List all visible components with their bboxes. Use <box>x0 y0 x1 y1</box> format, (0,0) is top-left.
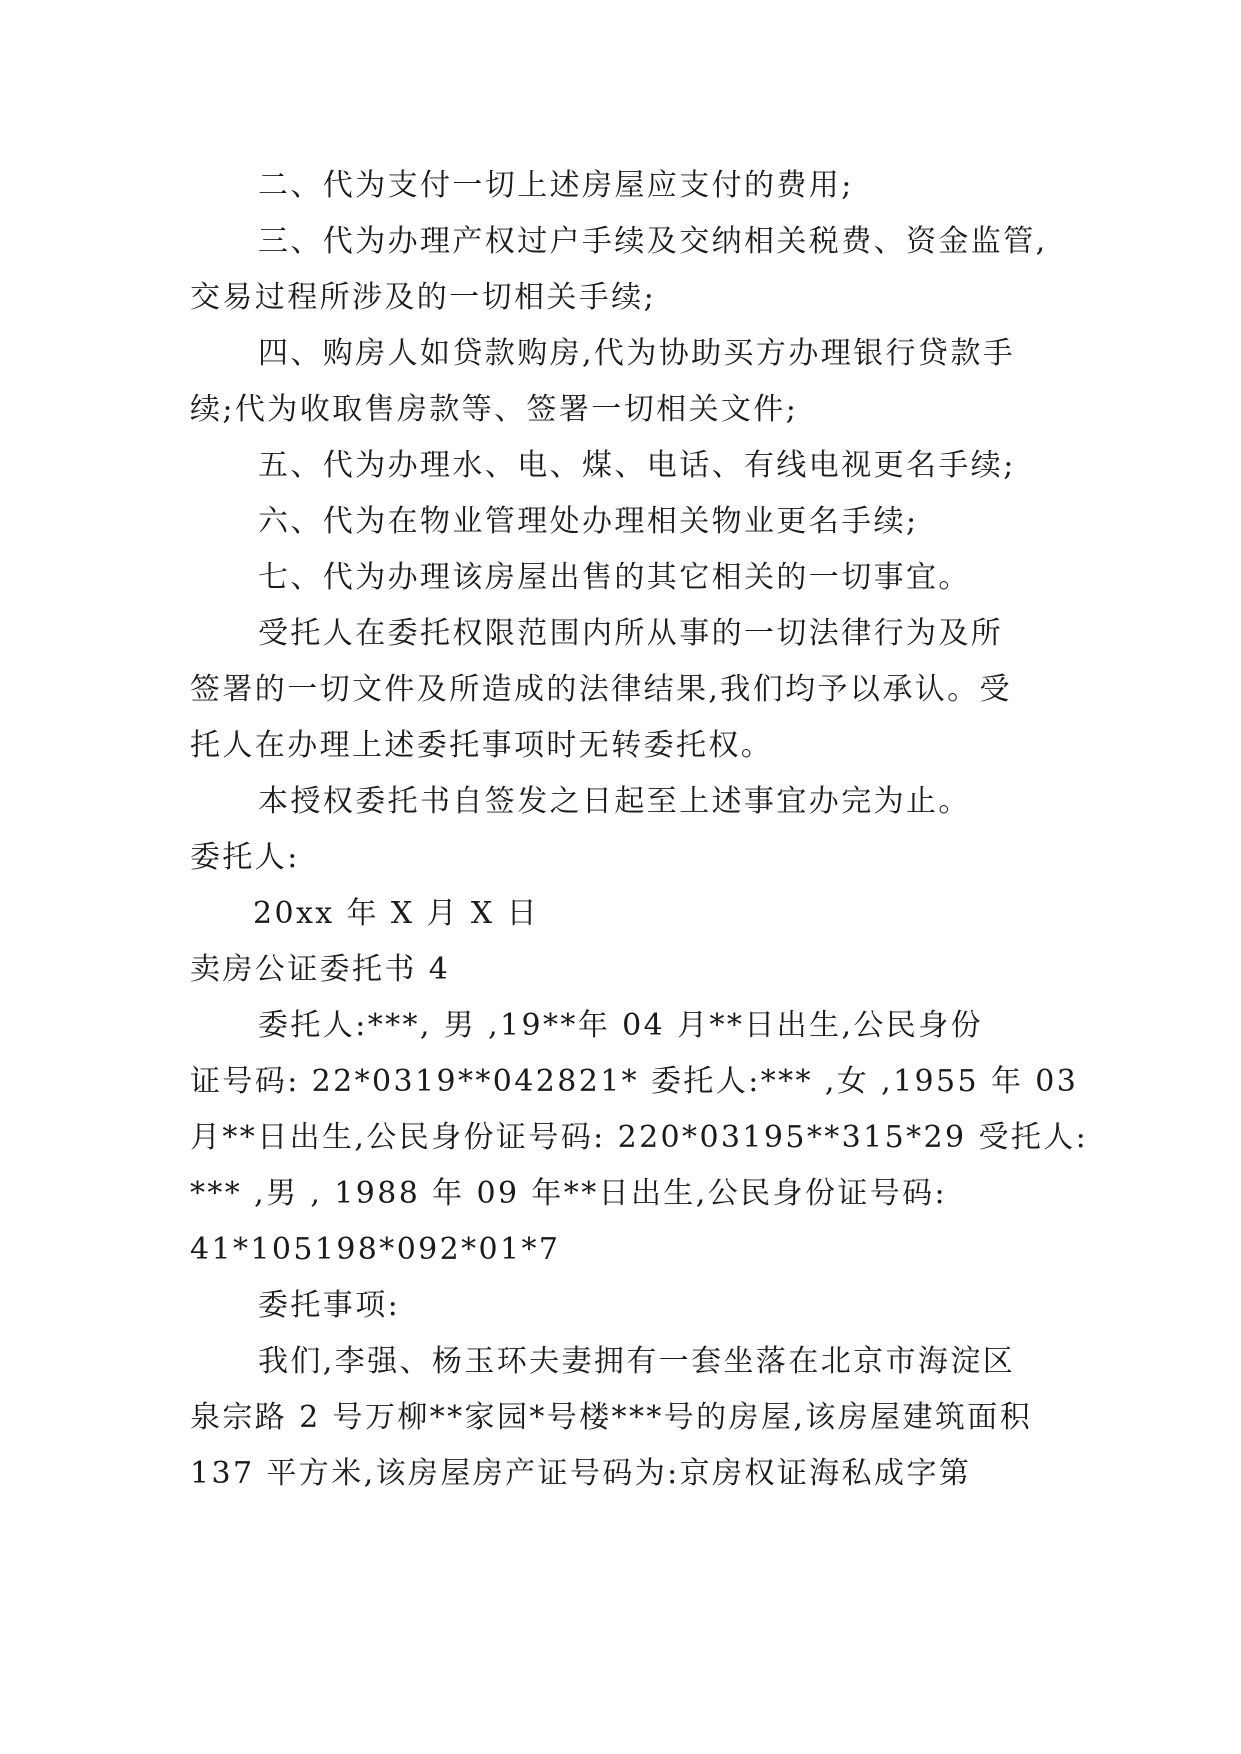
clause-3-line-2: 交易过程所涉及的一切相关手续; <box>190 280 657 315</box>
clause-4-line-1: 四、购房人如贷款购房,代为协助买方办理银行贷款手 <box>258 336 1016 371</box>
parties-line-1: 委托人:***, 男 ,19**年 04 月**日出生,公民身份 <box>258 1008 984 1043</box>
matters-heading: 委托事项: <box>258 1288 401 1323</box>
acknowledgement-line-1: 受托人在委托权限范围内所从事的一切法律行为及所 <box>258 616 1004 651</box>
clause-4-line-2: 续;代为收取售房款等、签署一切相关文件; <box>190 392 799 427</box>
principal-signature-label: 委托人: <box>190 840 300 875</box>
validity-statement: 本授权委托书自签发之日起至上述事宜办完为止。 <box>258 784 971 819</box>
acknowledgement-line-3: 托人在办理上述委托事项时无转委托权。 <box>190 728 774 763</box>
clause-5: 五、代为办理水、电、煤、电话、有线电视更名手续; <box>258 448 1016 483</box>
section-title: 卖房公证委托书 4 <box>190 952 451 987</box>
matters-line-1: 我们,李强、杨玉环夫妻拥有一套坐落在北京市海淀区 <box>258 1344 1016 1379</box>
parties-line-3: 月**日出生,公民身份证号码: 220*03195**315*29 受托人: <box>190 1120 1089 1155</box>
matters-line-2: 泉宗路 2 号万柳**家园*号楼***号的房屋,该房屋建筑面积 <box>190 1400 1033 1435</box>
parties-line-2: 证号码: 22*0319**042821* 委托人:*** ,女 ,1955 年 03 <box>190 1064 1079 1099</box>
parties-line-4: *** ,男 , 1988 年 09 年**日出生,公民身份证号码: <box>190 1176 948 1211</box>
matters-line-3: 137 平方米,该房屋房产证号码为:京房权证海私成字第 <box>190 1456 972 1491</box>
parties-line-5: 41*105198*092*01*7 <box>190 1232 561 1267</box>
clause-6: 六、代为在物业管理处办理相关物业更名手续; <box>258 504 919 539</box>
clause-2: 二、代为支付一切上述房屋应支付的费用; <box>258 168 854 203</box>
signing-date: 20xx 年 X 月 X 日 <box>253 896 540 931</box>
clause-7: 七、代为办理该房屋出售的其它相关的一切事宜。 <box>258 560 971 595</box>
acknowledgement-line-2: 签署的一切文件及所造成的法律结果,我们均予以承认。受 <box>190 672 1012 707</box>
clause-3-line-1: 三、代为办理产权过户手续及交纳相关税费、资金监管, <box>258 224 1048 259</box>
